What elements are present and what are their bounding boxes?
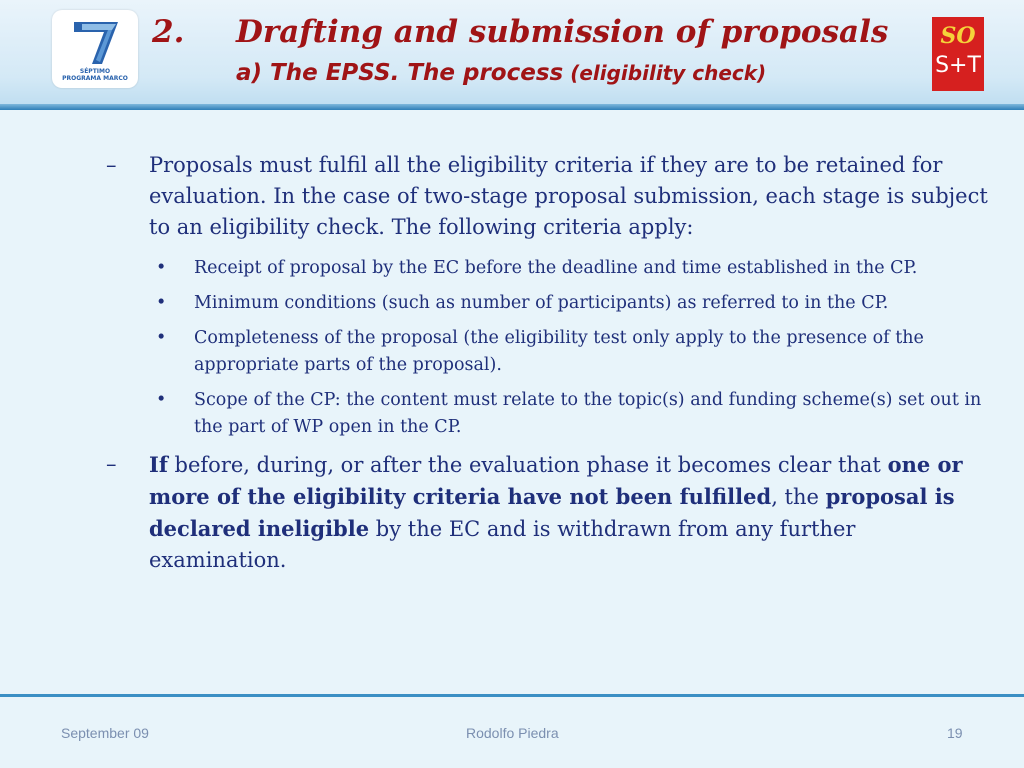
- bullet-marker: •: [156, 293, 167, 313]
- bullet-item: [106, 255, 996, 282]
- slide-title: Drafting and submission of proposals: [236, 14, 889, 50]
- bullet-marker: •: [156, 328, 167, 348]
- bullet-text: Minimum conditions (such as number of participants) as referred to in the CP.: [194, 293, 889, 313]
- dash-item-eligibility: [106, 150, 996, 243]
- slide-subtitle: [236, 60, 766, 86]
- fp7-seven-icon: [52, 10, 138, 70]
- footer-author: Rodolfo Piedra: [466, 725, 559, 741]
- dash-item-ineligible: [106, 449, 996, 576]
- slide-body: [106, 150, 996, 588]
- text-seg: before, during, or after the evaluation phase it becomes clear that: [167, 453, 888, 477]
- dash-item-text: Proposals must fulfil all the eligibility criteria if they are to be retained for evaluation. In the case of two-stage proposal submission, each stage is subject to an eligibility check. The following criteria apply:: [149, 153, 988, 239]
- subtitle-main: a) The EPSS. The process: [236, 60, 564, 86]
- text-emphasis-criteria: one or more of the eligibility criteria have not been fulfilled: [149, 452, 963, 509]
- text-emphasis-ineligible: proposal is declared ineligible: [149, 484, 955, 541]
- logo-line1: SÉPTIMO: [79, 68, 111, 75]
- bullet-item: [106, 290, 996, 317]
- text-if: If: [149, 452, 168, 477]
- bullet-marker: •: [156, 390, 167, 410]
- bullet-text: Completeness of the proposal (the eligibility test only apply to the presence of the appropriate parts of the proposal).: [194, 328, 924, 375]
- bullet-item: [106, 387, 996, 441]
- footer-page-number: 19: [947, 725, 963, 741]
- sost-logo-top: SO: [940, 23, 976, 49]
- subtitle-paren: (eligibility check): [563, 61, 767, 85]
- title-number: 2.: [152, 14, 185, 50]
- bullet-item: [106, 325, 996, 379]
- sost-logo-bottom: S+T: [935, 53, 981, 78]
- text-seg: , the: [771, 485, 826, 509]
- header-divider: [0, 104, 1024, 110]
- sost-logo: [932, 17, 984, 91]
- fp7-logo: [52, 10, 138, 88]
- bullet-marker: •: [156, 258, 167, 278]
- dash-marker: –: [106, 153, 117, 177]
- bullet-text: Scope of the CP: the content must relate to the topic(s) and funding scheme(s) set out in the part of WP open in the CP.: [194, 390, 982, 437]
- dash-marker: –: [106, 452, 117, 476]
- logo-line2: PROGRAMA MARCO: [62, 75, 128, 82]
- bullet-text: Receipt of proposal by the EC before the deadline and time established in the CP.: [194, 258, 918, 278]
- text-seg: by the EC and is withdrawn from any further examination.: [149, 517, 856, 572]
- footer-divider: [0, 694, 1024, 697]
- footer-date: September 09: [61, 725, 149, 741]
